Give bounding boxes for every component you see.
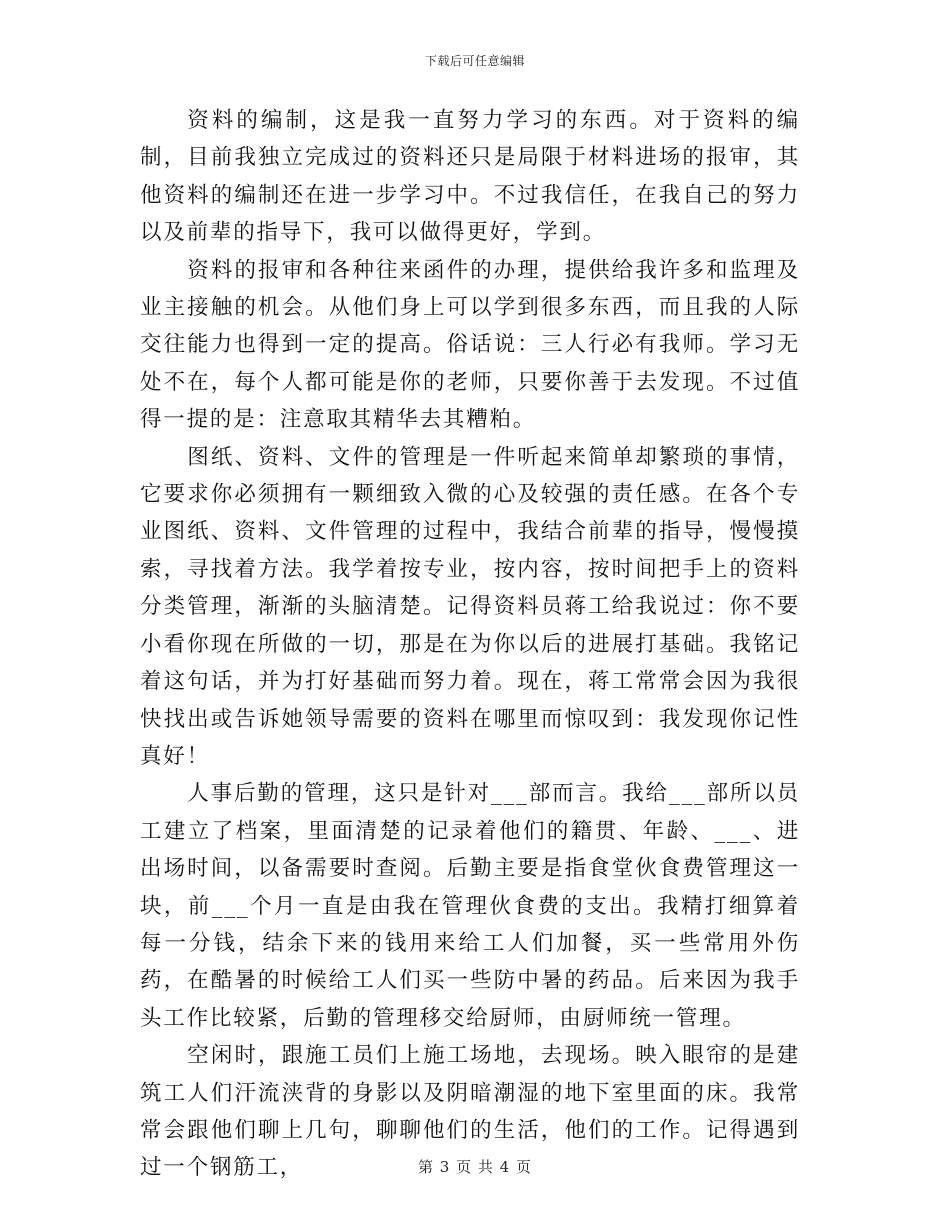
paragraph-4: 人事后勤的管理，这只是针对___部而言。我给___部所以员工建立了档案，里面清楚的记录着他们的籍贯、年龄、___、进出场时间，以备需要时查阅。后勤主要是指食堂伙食费管理这一块，前___个月一直是由我在管理伙食费的支出。我精打细算着每一分钱，结余下来的钱用来给工人们加餐，买一些常用外伤药，在酷暑的时候给工人们买一些防中暑的药品。后来因为我手头工作比较紧，后勤的管理移交给厨师，由厨师统一管理。 — [140, 781, 800, 1031]
document-body — [140, 102, 800, 1187]
paragraph-3: 图纸、资料、文件的管理是一件听起来简单却繁琐的事情，它要求你必须拥有一颗细致入微的心及较强的责任感。在各个专业图纸、资料、文件管理的过程中，我结合前辈的指导，慢慢摸索，寻找着方法。我学着按专业，按内容，按时间把手上的资料分类管理，渐渐的头脑清楚。记得资料员蒋工给我说过：你不要小看你现在所做的一切，那是在为你以后的进展打基础。我铭记着这句话，并为打好基础而努力着。现在，蒋工常常会因为我很快找出或告诉她领导需要的资料在哪里而惊叹到：我发现你记性真好！ — [140, 444, 800, 769]
paragraph-5: 空闲时，跟施工员们上施工场地，去现场。映入眼帘的是建筑工人们汗流浃背的身影以及阴暗潮湿的地下室里面的床。我常常会跟他们聊上几句，聊聊他们的生活，他们的工作。记得遇到过一个钢筋工， — [140, 1043, 800, 1181]
paragraph-1: 资料的编制，这是我一直努力学习的东西。对于资料的编制，目前我独立完成过的资料还只是局限于材料进场的报审，其他资料的编制还在进一步学习中。不过我信任，在我自己的努力以及前辈的指导下，我可以做得更好，学到。 — [140, 108, 800, 246]
paragraph-2: 资料的报审和各种往来函件的办理，提供给我许多和监理及业主接触的机会。从他们身上可以学到很多东西，而且我的人际交往能力也得到一定的提高。俗话说：三人行必有我师。学习无处不在，每个人都可能是你的老师，只要你善于去发现。不过值得一提的是：注意取其精华去其糟粕。 — [140, 257, 800, 433]
page-number: 第 3 页 共 4 页 — [418, 1158, 532, 1176]
page-header-note: 下载后可任意编辑 — [424, 54, 525, 68]
